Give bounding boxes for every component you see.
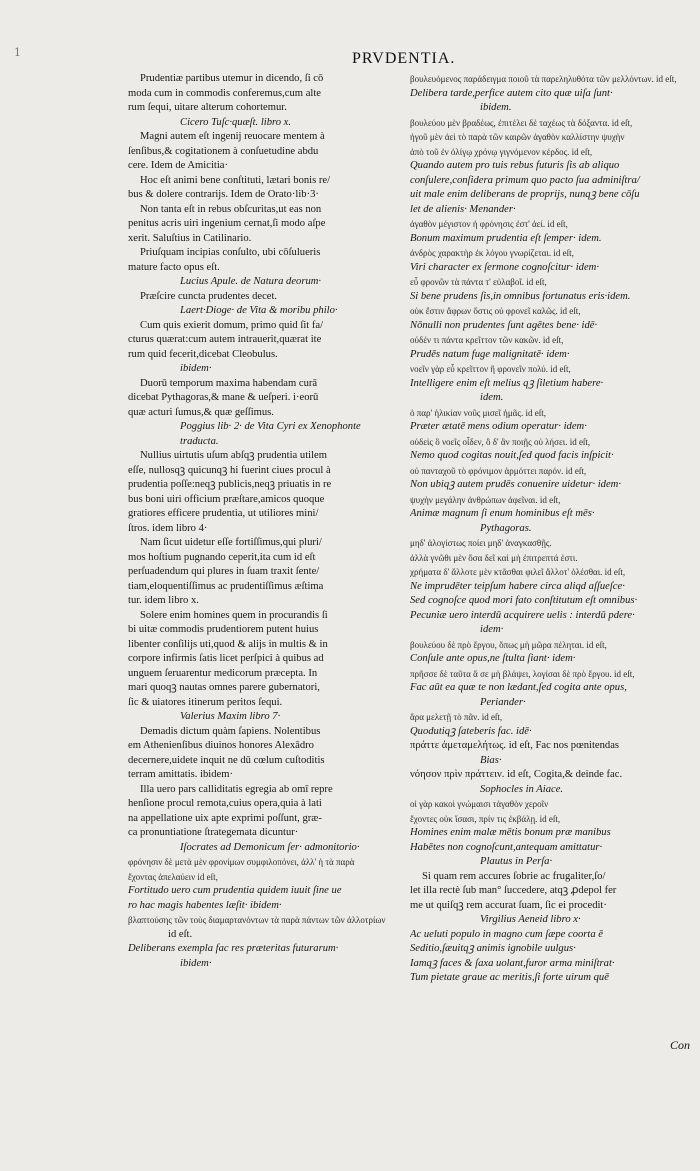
text-line: conſulere,conſidera primum quo pacto ſua adminiſtra/ <box>410 174 640 186</box>
text-line: cturus quærat:cum autem intrauerit,quærat ite <box>128 334 322 345</box>
text-line: ibidem. <box>480 102 512 113</box>
running-head: PRVDENTIA. <box>352 50 456 67</box>
text-line: Lucius Apule. de Natura deorum· <box>180 276 322 287</box>
text-line: mari quoqꝫ nautas omnes parere gubernatori, <box>128 682 320 693</box>
text-line: μηδ' ἀλογίστως ποίει μηδ' ἀναγκασθῇς. <box>410 538 552 548</box>
text-line: Periander· <box>480 696 526 708</box>
text-line: idem· <box>480 624 504 635</box>
text-line: Viri character ex ſermone cognoſcitur· idem· <box>410 261 599 273</box>
text-line: Bonum maximum prudentia eſt ſemper· idem. <box>410 232 602 244</box>
text-line: νόησον πρὶν πράττειν. id eſt, Cogita,& deinde fac. <box>410 769 623 780</box>
text-line: Prudēs natum fuge malignitatē· idem· <box>410 348 570 360</box>
text-line: perſuadendum qui plures in ſuam traxit ſente/ <box>128 566 320 577</box>
text-line: Bias· <box>480 754 502 766</box>
text-line: idem. <box>480 392 504 403</box>
text-line: Poggius lib· 2· de Vita Cyri ex Xenophonte <box>180 421 361 432</box>
right-column <box>410 72 680 1163</box>
text-line: rum ſequi, uitare alterum cohortemur. <box>128 102 287 113</box>
text-line: βουλεύου μὲν βραδέως, ἐπιτέλει δὲ ταχέως τὰ δόξαντα. id eſt, <box>410 117 633 128</box>
text-line: Pythagoras. <box>480 522 532 534</box>
text-line: moda cum in commodis conferemus,cum alte <box>128 87 321 99</box>
text-line: corpore infirmis ſatis licet perſpici à quibus ad <box>128 653 324 664</box>
text-line: Iamqꝫ faces & ſaxa uolant,furor arma miniſtrat· <box>410 957 615 969</box>
left-column <box>128 72 404 1163</box>
text-line: me ut quiſqꝫ rem accurat ſuam, ſic ei procedit· <box>410 899 607 911</box>
text-line: Cicero Tuſc·quæſt. libro x. <box>180 116 292 128</box>
text-line: tur. idem libro x. <box>128 595 199 606</box>
text-line: Nullius uirtutis uſum abſqꝫ prudentia utilem <box>140 450 327 461</box>
text-line: βουλεύου δὲ πρὸ ἔργου, ὅπως μὴ μῶρα πέληται. id eſt, <box>410 639 607 650</box>
text-line: henſione procul remota,cuius opera,quia à lati <box>128 798 322 809</box>
text-line: Sed cognoſce quod mori fato conſtitutum eſt omnibus· <box>410 595 638 606</box>
text-line: πρῆσσε δὲ ταῦτα ἅ σε μὴ βλάψει, λογίσαι δὲ πρὸ ἔργου. id eſt, <box>410 668 635 679</box>
text-line: let de alienis· Menander· <box>410 203 516 215</box>
text-line: bus & dolere contrarijs. Idem de Orato·lib·3· <box>128 189 319 200</box>
text-line: Non ubiqꝫ autem prudēs conuenire uidetur· idem· <box>410 479 621 490</box>
text-line: Fac aūt ea quæ te non lædant,ſed cogita ante opus, <box>410 682 627 693</box>
text-line: εὖ φρονῶν τὰ πάντα τ' εὐλαβοῖ. id eſt, <box>410 277 547 287</box>
text-line: Quodutiqꝫ ſateberis fac. idē· <box>410 725 532 737</box>
text-line: terram amittatis. ibidem· <box>128 769 234 780</box>
text-line: φρόνησιν δὲ μετὰ μὲν φρονίμων συμφιλοπόνει, ἀλλ' ἡ τὰ παρὰ <box>128 857 355 867</box>
text-line: ca pronuntiatione ſtrategemata dicuntur· <box>128 827 299 838</box>
text-line: xerit. Saluſtius in Catilinario. <box>128 232 252 244</box>
text-line: mos hoſtium pugnando ceperit,ita cum id eſt <box>128 551 316 563</box>
text-line: ἀπὸ τοῦ ἐν ὀλίγῳ χρόνῳ γιγνόμενον κέρδος. id eſt, <box>410 146 593 157</box>
text-line: quæ acturi ſumus,& quæ geſſimus. <box>128 406 274 418</box>
text-line: Cum quis exierit domum, primo quid ſit fa/ <box>140 319 324 331</box>
folio-mark: 1 <box>14 46 21 59</box>
text-line: na appellatione uix apte exprimi poſſunt, græ- <box>128 812 322 824</box>
text-line: Hoc eſt animi bene conſtituti, lætari bonis re/ <box>140 174 331 186</box>
text-line: Intelligere enim eſt melius qꝫ ſiletium habere· <box>410 377 604 389</box>
text-line: Laert·Dioge· de Vita & moribu philo· <box>180 305 338 316</box>
text-line: Conſule ante opus,ne ſtulta ſiant· idem· <box>410 653 576 664</box>
text-line: Ne imprudēter teipſum habere circa aliqd aſſueſce· <box>410 580 625 592</box>
text-line: ἔχοντες οὐκ ἴσασι, πρίν τις ἐκβάλῃ. id eſt, <box>410 813 561 824</box>
text-line: Plautus in Perſa· <box>480 856 553 867</box>
text-line: ſenſibus,& cogitationem à conſuetudine abdu <box>128 145 319 157</box>
text-line: οἱ γὰρ κακοὶ γνώμαισι τἀγαθὸν χεροῖν <box>410 799 549 809</box>
text-line: eſſe, nullosqꝫ quicunqꝫ hi fuerint ciues procul à <box>128 464 331 476</box>
text-line: βουλευόμενος παράδειγμα ποιοῦ τὰ παρεληλυθότα τῶν μελλόντων. id eſt, <box>410 74 677 84</box>
text-line: οὐδεὶς ὃ νοεῖς οἶδεν, ὃ δ' ἂν ποιῇς οὐ λήσει. id eſt, <box>410 436 591 447</box>
text-line: ſtros. idem libro 4· <box>128 522 208 534</box>
text-line: Solere enim homines quem in procurandis ſi <box>140 609 328 621</box>
text-line: tiam,eloquentiſſimus ac prudentiſſimus æſtima <box>128 580 324 592</box>
text-line: βλαπτούσης τῶν τοὺς διαμαρτανόντων τὰ παρὰ πάντων τῶν ἀλλοτρίων <box>128 915 386 925</box>
text-line: ψυχὴν μεγάλην ἀνθρώπων ἀφεῖναι. id eſt, <box>410 494 561 505</box>
text-line: Tum pietate graue ac meritis,ſi forte uirum quē <box>410 972 609 983</box>
text-line: ὁ παρ' ἡλικίαν νοῦς μισεῖ ἡμᾶς. id eſt, <box>410 407 546 418</box>
text-line: ἀνδρὸς χαρακτὴρ ἐκ λόγου γνωρίζεται. id eſt, <box>410 248 574 258</box>
text-line: penitus acris uiri ingenium cernat,ſi modo aſpe <box>128 218 326 229</box>
text-line: Valerius Maxim libro 7· <box>180 711 281 722</box>
text-line: Nōnulli non prudentes ſunt agētes bene· idē· <box>410 319 598 331</box>
catchword: Con <box>669 1038 690 1052</box>
page-header <box>0 46 700 74</box>
text-line: Præſcire cuncta prudentes decet. <box>140 290 278 302</box>
text-line: οὐκ ἔστιν ἄφρων ὅστις οὐ φρονεῖ καλῶς. id eſt, <box>410 306 581 316</box>
text-line: Si bene prudens ſis,in omnibus fortunatus eris·idem. <box>410 290 631 302</box>
text-line: Nemo quod cogitas nouit,ſed quod facis inſpicit· <box>410 450 614 461</box>
text-line: Prudentiæ partibus utemur in dicendo, ſi cō <box>140 73 324 84</box>
text-line: Nam ſicut uidetur eſſe fortiſſimus,qui pluri/ <box>140 537 322 548</box>
text-line: χρήματα δ' ἄλλοτε μὲν κτᾶσθαι φιλεῖ ἄλλοτ' ὀλέσθαι. id eſt, <box>410 567 626 577</box>
text-line: gratiores efficere prudentia, ut utiliores mini/ <box>128 508 319 519</box>
text-line: οὐδέν τι πάντα κρεῖττον τῶν κακῶν. id eſt, <box>410 335 564 345</box>
text-line: Deliberans exempla fac res præteritas futurarum· <box>128 943 339 954</box>
text-line: ἡγοῦ μὲν ἀεὶ τὸ παρὰ τῶν καιρῶν ἀγαθὸν καλλίστην ψυχὴν <box>410 132 625 142</box>
text-line: ibidem· <box>180 957 212 969</box>
text-line: Delibera tarde,perfice autem cito quæ uiſa ſunt· <box>410 87 613 99</box>
text-line: rum quid fecerit,dicebat Cleobulus. <box>128 348 278 360</box>
text-line: ro hac magis habentes læſit· ibidem· <box>128 899 282 911</box>
text-line: οὐ πανταχοῦ τὸ φρόνιμον ἁρμόττει παρόν. id eſt, <box>410 465 587 476</box>
text-line: Illa uero pars calliditatis egregia ab omī repre <box>140 783 333 795</box>
text-line: dicebat Pythagoras,& mane & ueſperi. i·eorū <box>128 392 319 403</box>
text-line: uit male enim deliberans de proprijs, nunqꝫ bene cōſu <box>410 189 640 200</box>
text-line: Priuſquam incipias conſulto, ubi cōſulueris <box>140 247 321 258</box>
text-line: Virgilius Aeneid libro x· <box>480 914 581 925</box>
text-line: unguem ſeruarentur medicorum præcepta. In <box>128 667 318 679</box>
text-line: bi uitæ commodis prudentiorem putent huius <box>128 624 319 635</box>
text-line: libenter conſilijs uti,quod & alijs in multis & in <box>128 638 328 650</box>
text-line: decernere,uidete inquit ne dū cœlum cuſtoditis <box>128 754 325 766</box>
text-line: Quando autem pro tuis rebus futuris ſis ab aliquo <box>410 160 620 171</box>
text-line: ἄρα μελετῇ τὸ πᾶν. id eſt, <box>410 712 503 722</box>
text-line: Demadis dictum quàm ſapiens. Nolentibus <box>140 725 321 737</box>
text-line: Si quam rem accures ſobrie ac frugaliter,ſo/ <box>422 870 606 882</box>
text-line: Fortitudo uero cum prudentia quidem iuuit ſine ue <box>128 885 342 896</box>
text-line: Pecuniæ uero interdū acquirere uelis : interdū pdere· <box>410 609 635 621</box>
text-line: Iſocrates ad Demonicum ſer· admonitorio· <box>180 841 360 853</box>
text-line: Sophocles in Aiace. <box>480 783 564 795</box>
text-line: ibidem· <box>180 363 212 374</box>
text-line: ἀγαθὸν μέγιστον ἡ φρόνησις ἐστ' ἀεί. id eſt, <box>410 219 568 229</box>
text-line: mature facto opus eſt. <box>128 261 220 273</box>
text-line: πράττε ἀμεταμελήτως. id eſt, Fac nos pœnitendas <box>410 740 620 751</box>
text-line: id eſt. <box>168 928 193 940</box>
text-line: Non tanta eſt in rebus obſcuritas,ut eas non <box>140 203 322 215</box>
text-line: bus boni uiri officium præſtare,amicos quoque <box>128 493 325 505</box>
text-line: νοεῖν γὰρ εὖ κρεῖττον ἢ φρονεῖν πολύ. id eſt, <box>410 364 571 374</box>
text-line: ἀλλὰ γνῶθι μὲν ὅσα δεῖ καὶ μὴ ἐπιτρεπτά ἐστι. <box>410 552 578 563</box>
text-line: Ac ueluti populo in magno cum ſæpe coorta ē <box>410 928 604 940</box>
text-line: Homines enim malæ mētis bonum præ manibus <box>410 827 611 838</box>
text-line: let illa rectè ſub man° ſuccedere, atqꝫ ꝓdepol fer <box>410 885 617 896</box>
text-line: Duorū temporum maxima habendam curā <box>140 377 318 389</box>
text-line: ſic & uiatores itinerum peritos ſequi. <box>128 696 283 708</box>
text-line: prudentia poſſe:neqꝫ publicis,neqꝫ priuatis in re <box>128 479 332 490</box>
text-line: em Athenienſibus diuinos honores Alexādro <box>128 740 314 751</box>
text-line: Magni autem eſt ingenij reuocare mentem à <box>140 131 325 142</box>
text-line: Præter ætatē mens odium operatur· idem· <box>410 421 587 432</box>
text-line: ἔχοντας ἀπελαύειν id eſt, <box>128 871 218 882</box>
text-line: Animæ magnum ſi enum hominibus eſt mēs· <box>410 508 595 519</box>
text-line: Habētes non cognoſcunt,antequam amittatur· <box>410 841 603 853</box>
text-line: cere. Idem de Amicitia· <box>128 160 229 171</box>
text-line: traducta. <box>180 435 219 447</box>
text-line: Seditio,ſæuitqꝫ animis ignobile uulgus· <box>410 943 576 954</box>
